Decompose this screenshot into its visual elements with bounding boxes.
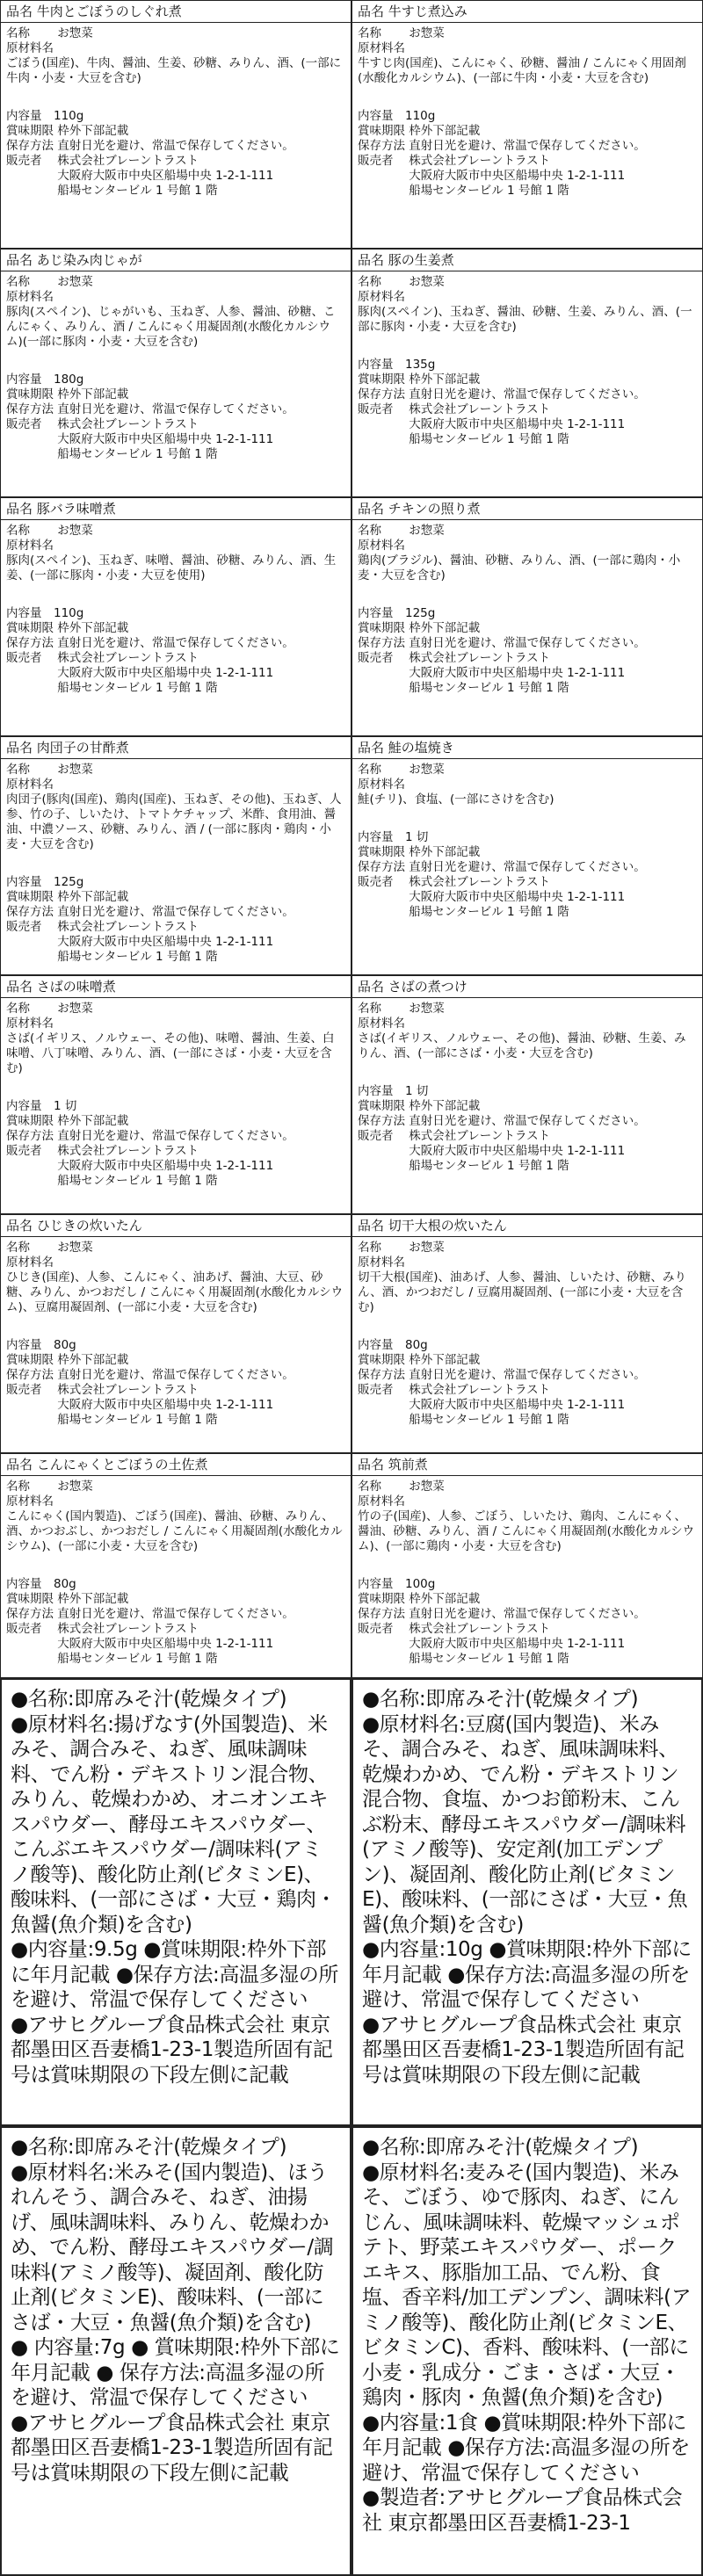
seller-line: 販売者 株式会社ブレーントラスト: [358, 651, 551, 665]
okazu-label: [0, 975, 352, 1214]
ingredients-label: 原材料名: [6, 539, 54, 553]
spacer: [358, 335, 697, 358]
storage-line: 保存方法 直射日光を避け、常温で保存してください。: [6, 139, 294, 153]
spacer: [358, 1554, 697, 1577]
miso-soup-label: ●名称:即席みそ汁(乾燥タイプ) ●原材料名:米みそ(国内製造)、ほうれんそう、調合みそ、ねぎ、油揚げ、風味調味料、みりん、乾燥わかめ、でん粉、酵母エキスパウダー/調味料(アミノ酸等)、凝固剤、酸化防止剤(ビタミンE)、酸味料、(一部にさば・大豆・魚醤(魚介類)を含む) ● 内容量:7g ● 賞味期限:枠外下部に年月記載 ● 保存方法:高温多湿の所を避け、常温で保存してください ●アサヒグループ食品株式会社 東京都墨田区吾妻橋1-23-1製造所固有記号は賞味期限の下段左側に記載: [0, 2126, 352, 2576]
expiry-line: 賞味期限 枠外下部記載: [6, 1592, 129, 1606]
address-line: 大阪府大阪市中央区船場中央 1-2-1-111: [6, 1398, 274, 1412]
ingredients-label: 原材料名: [358, 539, 405, 553]
building-line: 船場センタービル 1 号館 1 階: [6, 1174, 218, 1188]
storage-line: 保存方法 直射日光を避け、常温で保存してください。: [6, 905, 294, 919]
building-line: 船場センタービル 1 号館 1 階: [6, 681, 218, 695]
building-line: 船場センタービル 1 号館 1 階: [358, 184, 569, 198]
building-line: 船場センタービル 1 号館 1 階: [6, 1652, 218, 1666]
product-title: 品名 切干大根の炊いたん: [352, 1215, 702, 1237]
miso-soup-label: ●名称:即席みそ汁(乾燥タイプ) ●原材料名:麦みそ(国内製造)、米みそ、ごぼう、ゆで豚肉、ねぎ、にんじん、風味調味料、乾燥マッシュポテト、野菜エキスパウダー、ポークエキス、豚脂加工品、でん粉、食塩、香辛料/加工デンプン、調味料(アミノ酸等)、酸化防止剤(ビタミンE、ビタミンC)、香料、酸味料、(一部に小麦・乳成分・ごま・さば・大豆・鶏肉・豚肉・魚醤(魚介類)を含む) ●内容量:1食 ●賞味期限:枠外下部に年月記載 ●保存方法:高温多湿の所を避け、常温で保存してください ●製造者:アサヒグループ食品株式会社 東京都墨田区吾妻橋1-23-1: [352, 2126, 703, 2576]
seller-line: 販売者 株式会社ブレーントラスト: [6, 417, 199, 431]
seller-line: 販売者 株式会社ブレーントラスト: [358, 402, 551, 416]
category-line: 名称 お惣菜: [6, 524, 93, 538]
seller-line: 販売者 株式会社ブレーントラスト: [6, 920, 199, 934]
okazu-label: [0, 1453, 352, 1678]
amount-line: 内容量 1 切: [358, 1084, 429, 1098]
amount-line: 内容量 100g: [358, 1577, 436, 1591]
seller-line: 販売者 株式会社ブレーントラスト: [6, 1144, 199, 1158]
address-line: 大阪府大阪市中央区船場中央 1-2-1-111: [6, 1637, 274, 1651]
expiry-line: 賞味期限 枠外下部記載: [358, 845, 481, 859]
storage-line: 保存方法 直射日光を避け、常温で保存してください。: [358, 1607, 646, 1621]
address-line: 大阪府大阪市中央区船場中央 1-2-1-111: [6, 1159, 274, 1173]
storage-line: 保存方法 直射日光を避け、常温で保存してください。: [358, 636, 646, 650]
ingredients-text: 肉団子(豚肉(国産)、鶏肉(国産)、玉ねぎ、その他)、玉ねぎ、人参、竹の子、しいたけ、トマトケチャップ、米酢、食用油、醤油、中濃ソース、砂糖、みりん、酒 / (一部に豚肉・鶏肉・小麦・大豆を含む): [6, 792, 342, 851]
okazu-label: [352, 1453, 703, 1678]
amount-line: 内容量 125g: [358, 606, 436, 620]
ingredients-label: 原材料名: [6, 1255, 54, 1270]
expiry-line: 賞味期限 枠外下部記載: [358, 124, 481, 138]
category-line: 名称 お惣菜: [6, 275, 93, 289]
amount-line: 内容量 80g: [358, 1338, 428, 1352]
expiry-line: 賞味期限 枠外下部記載: [358, 1099, 481, 1113]
storage-line: 保存方法 直射日光を避け、常温で保存してください。: [358, 1368, 646, 1382]
seller-line: 販売者 株式会社ブレーントラスト: [6, 651, 199, 665]
category-line: 名称 お惣菜: [358, 275, 445, 289]
spacer: [6, 1554, 345, 1577]
seller-line: 販売者 株式会社ブレーントラスト: [358, 1129, 551, 1143]
product-title: 品名 牛肉とごぼうのしぐれ煮: [1, 1, 351, 23]
seller-line: 販売者 株式会社ブレーントラスト: [6, 1383, 199, 1397]
ingredients-label: 原材料名: [6, 1017, 54, 1031]
address-line: 大阪府大阪市中央区船場中央 1-2-1-111: [6, 666, 274, 680]
ingredients-text: 豚肉(スペイン)、玉ねぎ、醤油、砂糖、生姜、みりん、酒、(一部に豚肉・小麦・大豆を含む): [358, 305, 692, 334]
ingredients-text: 鮭(チリ)、食塩、(一部にさけを含む): [358, 792, 554, 807]
ingredients-label: 原材料名: [6, 290, 54, 304]
seller-line: 販売者 株式会社ブレーントラスト: [6, 154, 199, 168]
expiry-line: 賞味期限 枠外下部記載: [358, 1592, 481, 1606]
product-title: 品名 チキンの照り煮: [352, 498, 702, 520]
storage-line: 保存方法 直射日光を避け、常温で保存してください。: [358, 1114, 646, 1128]
okazu-label: [0, 0, 352, 249]
okazu-label: [0, 249, 352, 497]
building-line: 船場センタービル 1 号館 1 階: [358, 1413, 569, 1427]
okazu-label: [352, 497, 703, 736]
okazu-label: [352, 736, 703, 975]
okazu-label: [0, 1214, 352, 1453]
address-line: 大阪府大阪市中央区船場中央 1-2-1-111: [6, 432, 274, 446]
product-title: 品名 豚の生姜煮: [352, 250, 702, 271]
product-title: 品名 豚バラ味噌煮: [1, 498, 351, 520]
ingredients-label: 原材料名: [358, 1494, 405, 1509]
ingredients-text: さば(イギリス、ノルウェー、その他)、醤油、砂糖、生姜、みりん、酒、(一部にさば・小麦・大豆を含む): [358, 1031, 686, 1060]
expiry-line: 賞味期限 枠外下部記載: [358, 621, 481, 635]
seller-line: 販売者 株式会社ブレーントラスト: [358, 875, 551, 889]
product-title: 品名 さばの煮つけ: [352, 976, 702, 998]
building-line: 船場センタービル 1 号館 1 階: [6, 447, 218, 461]
spacer: [358, 583, 697, 606]
product-title: 品名 肉団子の甘酢煮: [1, 737, 351, 759]
seller-line: 販売者 株式会社ブレーントラスト: [358, 1383, 551, 1397]
address-line: 大阪府大阪市中央区船場中央 1-2-1-111: [358, 1398, 626, 1412]
amount-line: 内容量 1 切: [358, 830, 429, 844]
seller-line: 販売者 株式会社ブレーントラスト: [358, 1622, 551, 1636]
product-title: 品名 さばの味噌煮: [1, 976, 351, 998]
building-line: 船場センタービル 1 号館 1 階: [358, 432, 569, 446]
spacer: [6, 1315, 345, 1338]
spacer: [358, 1315, 697, 1338]
spacer: [6, 86, 345, 109]
address-line: 大阪府大阪市中央区船場中央 1-2-1-111: [358, 169, 626, 183]
amount-line: 内容量 135g: [358, 358, 436, 372]
okazu-label: [352, 1214, 703, 1453]
okazu-label: [352, 0, 703, 249]
amount-line: 内容量 110g: [6, 606, 84, 620]
category-line: 名称 お惣菜: [358, 524, 445, 538]
ingredients-text: 牛すじ肉(国産)、こんにゃく、砂糖、醤油 / こんにゃく用固剤(水酸化カルシウム)、(一部に牛肉・小麦・大豆を含む): [358, 56, 686, 85]
address-line: 大阪府大阪市中央区船場中央 1-2-1-111: [358, 890, 626, 904]
ingredients-label: 原材料名: [6, 778, 54, 792]
address-line: 大阪府大阪市中央区船場中央 1-2-1-111: [358, 1144, 626, 1158]
building-line: 船場センタービル 1 号館 1 階: [6, 950, 218, 964]
okazu-label: [0, 736, 352, 975]
spacer: [6, 1076, 345, 1099]
storage-line: 保存方法 直射日光を避け、常温で保存してください。: [6, 636, 294, 650]
amount-line: 内容量 80g: [6, 1577, 76, 1591]
building-line: 船場センタービル 1 号館 1 階: [358, 681, 569, 695]
spacer: [358, 86, 697, 109]
ingredients-text: 鶏肉(ブラジル)、醤油、砂糖、みりん、酒、(一部に鶏肉・小麦・大豆を含む): [358, 554, 681, 582]
storage-line: 保存方法 直射日光を避け、常温で保存してください。: [358, 860, 646, 874]
storage-line: 保存方法 直射日光を避け、常温で保存してください。: [358, 387, 646, 402]
amount-line: 内容量 80g: [6, 1338, 76, 1352]
expiry-line: 賞味期限 枠外下部記載: [6, 387, 129, 402]
expiry-line: 賞味期限 枠外下部記載: [6, 621, 129, 635]
ingredients-text: ひじき(国産)、人参、こんにゃく、油あげ、醤油、大豆、砂糖、みりん、かつおだし / こんにゃく用凝固剤(水酸化カルシウム)、豆腐用凝固剤、(一部に小麦・大豆を含む): [6, 1270, 344, 1314]
spacer: [358, 807, 697, 830]
ingredients-text: 切干大根(国産)、油あげ、人参、醤油、しいたけ、砂糖、みりん、酒、かつおだし / 豆腐用凝固剤、(一部に小麦・大豆を含む): [358, 1270, 686, 1314]
ingredients-text: 竹の子(国産)、人参、ごぼう、しいたけ、鶏肉、こんにゃく、醤油、砂糖、みりん、酒 / こんにゃく用凝固剤(水酸化カルシウム)、(一部に鶏肉・小麦・大豆を含む): [358, 1509, 695, 1553]
amount-line: 内容量 110g: [6, 109, 84, 123]
expiry-line: 賞味期限 枠外下部記載: [358, 373, 481, 387]
storage-line: 保存方法 直射日光を避け、常温で保存してください。: [6, 1607, 294, 1621]
category-line: 名称 お惣菜: [6, 763, 93, 777]
address-line: 大阪府大阪市中央区船場中央 1-2-1-111: [358, 666, 626, 680]
spacer: [6, 583, 345, 606]
category-line: 名称 お惣菜: [6, 1480, 93, 1494]
product-title: 品名 あじ染み肉じゃが: [1, 250, 351, 271]
ingredients-text: さば(イギリス、ノルウェー、その他)、味噌、醤油、生姜、白味噌、八丁味噌、みりん、酒、(一部にさば・小麦・大豆を含む): [6, 1031, 335, 1075]
amount-line: 内容量 110g: [358, 109, 436, 123]
storage-line: 保存方法 直射日光を避け、常温で保存してください。: [358, 139, 646, 153]
product-title: 品名 こんにゃくとごぼうの土佐煮: [1, 1454, 351, 1476]
category-line: 名称 お惣菜: [358, 763, 445, 777]
building-line: 船場センタービル 1 号館 1 階: [6, 184, 218, 198]
address-line: 大阪府大阪市中央区船場中央 1-2-1-111: [358, 417, 626, 431]
address-line: 大阪府大阪市中央区船場中央 1-2-1-111: [6, 935, 274, 949]
okazu-label: [352, 249, 703, 497]
address-line: 大阪府大阪市中央区船場中央 1-2-1-111: [358, 1637, 626, 1651]
product-title: 品名 牛すじ煮込み: [352, 1, 702, 23]
storage-line: 保存方法 直射日光を避け、常温で保存してください。: [6, 1129, 294, 1143]
building-line: 船場センタービル 1 号館 1 階: [6, 1413, 218, 1427]
expiry-line: 賞味期限 枠外下部記載: [6, 1114, 129, 1128]
product-title: 品名 筑前煮: [352, 1454, 702, 1476]
okazu-label: [0, 497, 352, 736]
miso-soup-label: ●名称:即席みそ汁(乾燥タイプ) ●原材料名:豆腐(国内製造)、米みそ、調合みそ、ねぎ、風味調味料、乾燥わかめ、でん粉・デキストリン混合物、食塩、かつお節粉末、こんぶ粉末、酵母エキスパウダー/調味料(アミノ酸等)、安定剤(加工デンプン)、凝固剤、酸化防止剤(ビタミンE)、酸味料、(一部にさば・大豆・魚醤(魚介類)を含む) ●内容量:10g ●賞味期限:枠外下部に年月記載 ●保存方法:高温多湿の所を避け、常温で保存してください ●アサヒグループ食品株式会社 東京都墨田区吾妻橋1-23-1製造所固有記号は賞味期限の下段左側に記載: [352, 1678, 703, 2126]
expiry-line: 賞味期限 枠外下部記載: [6, 124, 129, 138]
category-line: 名称 お惣菜: [358, 1002, 445, 1016]
ingredients-label: 原材料名: [358, 290, 405, 304]
building-line: 船場センタービル 1 号館 1 階: [358, 905, 569, 919]
expiry-line: 賞味期限 枠外下部記載: [6, 1353, 129, 1367]
building-line: 船場センタービル 1 号館 1 階: [358, 1159, 569, 1173]
category-line: 名称 お惣菜: [358, 26, 445, 40]
ingredients-label: 原材料名: [358, 41, 405, 55]
ingredients-text: ごぼう(国産)、牛肉、醤油、生姜、砂糖、みりん、酒、(一部に牛肉・小麦・大豆を含む): [6, 56, 342, 85]
address-line: 大阪府大阪市中央区船場中央 1-2-1-111: [6, 169, 274, 183]
category-line: 名称 お惣菜: [6, 1002, 93, 1016]
expiry-line: 賞味期限 枠外下部記載: [358, 1353, 481, 1367]
storage-line: 保存方法 直射日光を避け、常温で保存してください。: [6, 1368, 294, 1382]
okazu-label: [352, 975, 703, 1214]
ingredients-label: 原材料名: [6, 41, 54, 55]
miso-soup-label: ●名称:即席みそ汁(乾燥タイプ) ●原材料名:揚げなす(外国製造)、米みそ、調合みそ、ねぎ、風味調味料、でん粉・デキストリン混合物、みりん、乾燥わかめ、オニオンエキスパウダー、酵母エキスパウダー、こんぶエキスパウダー/調味料(アミノ酸等)、酸化防止剤(ビタミンE)、酸味料、(一部にさば・大豆・鶏肉・魚醤(魚介類)を含む) ●内容量:9.5g ●賞味期限:枠外下部に年月記載 ●保存方法:高温多湿の所を避け、常温で保存してください ●アサヒグループ食品株式会社 東京都墨田区吾妻橋1-23-1製造所固有記号は賞味期限の下段左側に記載: [0, 1678, 352, 2126]
category-line: 名称 お惣菜: [6, 26, 93, 40]
category-line: 名称 お惣菜: [6, 1241, 93, 1255]
ingredients-label: 原材料名: [358, 778, 405, 792]
spacer: [6, 852, 345, 875]
ingredients-label: 原材料名: [358, 1255, 405, 1270]
spacer: [6, 350, 345, 373]
seller-line: 販売者 株式会社ブレーントラスト: [358, 154, 551, 168]
product-title: 品名 鮭の塩焼き: [352, 737, 702, 759]
product-title: 品名 ひじきの炊いたん: [1, 1215, 351, 1237]
ingredients-text: 豚肉(スペイン)、じゃがいも、玉ねぎ、人参、醤油、砂糖、こんにゃく、みりん、酒 / こんにゃく用凝固剤(水酸化カルシウム)(一部に豚肉・小麦・大豆を含む): [6, 305, 336, 349]
seller-line: 販売者 株式会社ブレーントラスト: [6, 1622, 199, 1636]
amount-line: 内容量 1 切: [6, 1099, 77, 1113]
ingredients-label: 原材料名: [6, 1494, 54, 1509]
storage-line: 保存方法 直射日光を避け、常温で保存してください。: [6, 402, 294, 416]
expiry-line: 賞味期限 枠外下部記載: [6, 890, 129, 904]
ingredients-label: 原材料名: [358, 1017, 405, 1031]
category-line: 名称 お惣菜: [358, 1480, 445, 1494]
amount-line: 内容量 125g: [6, 875, 84, 889]
spacer: [358, 1061, 697, 1084]
ingredients-text: こんにゃく(国内製造)、ごぼう(国産)、醤油、砂糖、みりん、酒、かつおぶし、かつおだし / こんにゃく用凝固剤(水酸化カルシウム)、(一部に小麦・大豆を含む): [6, 1509, 343, 1553]
building-line: 船場センタービル 1 号館 1 階: [358, 1652, 569, 1666]
ingredients-text: 豚肉(スペイン)、玉ねぎ、味噌、醤油、砂糖、みりん、酒、生姜、(一部に豚肉・小麦・大豆を使用): [6, 554, 337, 582]
category-line: 名称 お惣菜: [358, 1241, 445, 1255]
amount-line: 内容量 180g: [6, 373, 84, 387]
